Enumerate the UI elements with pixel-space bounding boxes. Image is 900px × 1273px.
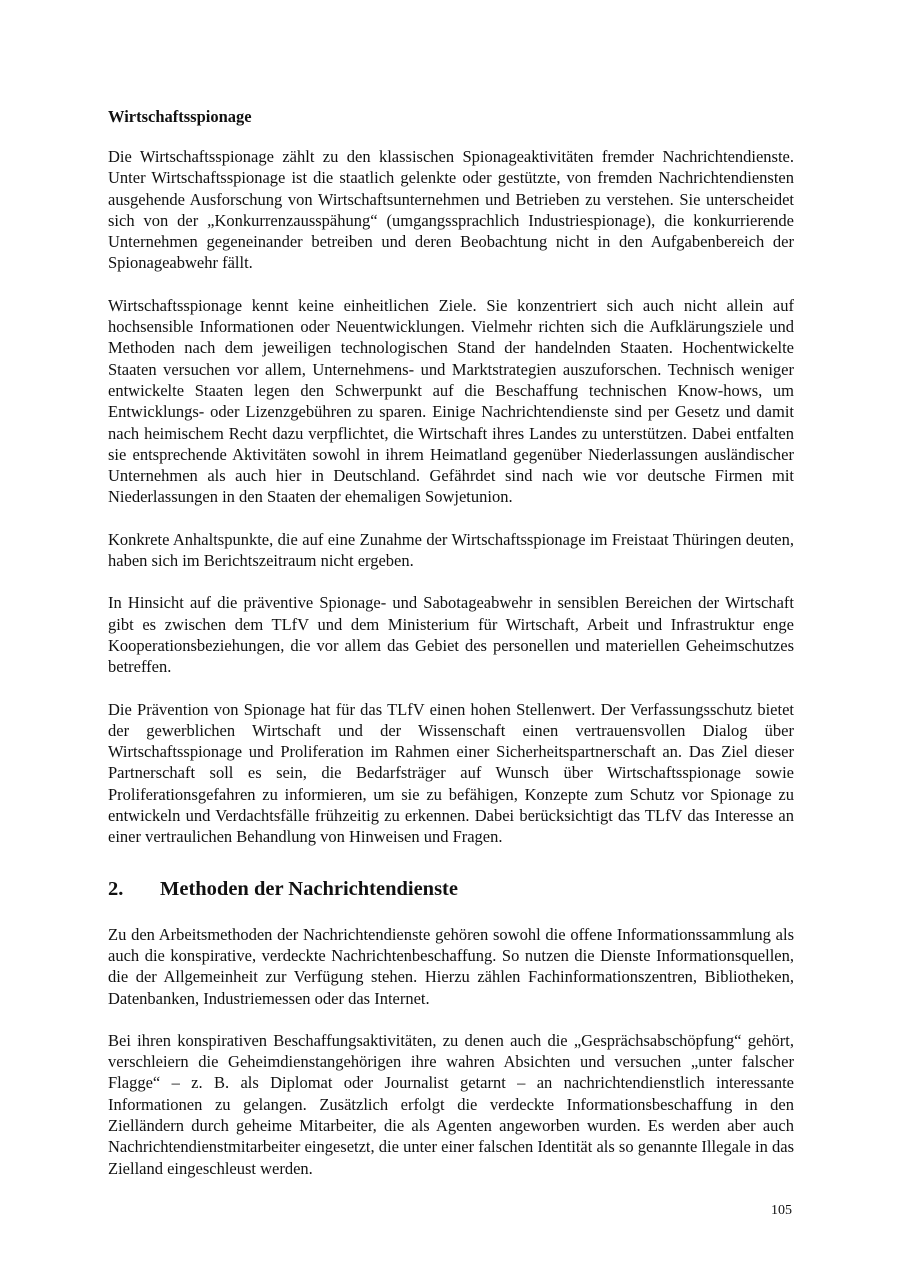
paragraph: Die Wirtschaftsspionage zählt zu den klassischen Spionageaktivitäten fremder Nachrichtendienste. Unter Wirtschaftsspionage ist die staatlich gelenkte oder gestützte, von fremden Nachrichtendiensten ausgehende Ausforschung von Wirtschaftsunternehmen und Betrieben zu verstehen. Sie unterscheidet sich von der „Konkurrenzausspähung“ (umgangssprachlich Industriespionage), die konkurrierende Unternehmen gegeneinander betreiben und deren Beobachtung nicht in den Aufgabenbereich der Spionageabwehr fällt.: [108, 147, 794, 273]
paragraph: Bei ihren konspirativen Beschaffungsaktivitäten, zu denen auch die „Gesprächsabschöpfung“ gehört, verschleiern die Geheimdienstangehörigen ihre wahren Absichten und versuchen „unter falscher Flagge“ – z. B. als Diplomat oder Journalist getarnt – an nachrichtendienstlich interessante Informationen zu gelangen. Zusätzlich erfolgt die verdeckte Informationsbeschaffung in den Zielländern durch geheime Mitarbeiter, die als Agenten angeworben wurden. Es werden aber auch Nachrichtendienstmitarbeiter eingesetzt, die unter einer falschen Identität als so genannte Illegale in das Zielland eingeschleust werden.: [108, 1030, 794, 1178]
paragraph: Konkrete Anhaltspunkte, die auf eine Zunahme der Wirtschaftsspionage im Freistaat Thüringen deuten, haben sich im Berichtszeitraum nicht ergeben.: [108, 529, 794, 571]
paragraph: Wirtschaftsspionage kennt keine einheitlichen Ziele. Sie konzentriert sich auch nicht allein auf hochsensible Informationen oder Neuentwicklungen. Vielmehr richten sich die Aufklärungsziele und Methoden nach dem jeweiligen technologischen Stand der handelnden Staaten. Hochentwickelte Staaten versuchen vor allem, Unternehmens- und Marktstrategien auszuforschen. Technisch weniger entwickelte Staaten legen den Schwerpunkt auf die Beschaffung technischen Know-hows, um Entwicklungs- oder Lizenzgebühren zu sparen. Einige Nachrichtendienste sind per Gesetz und damit nach heimischem Recht dazu verpflichtet, die Wirtschaft ihres Landes zu unterstützen. Dabei entfalten sie entsprechende Aktivitäten sowohl in ihrem Heimatland gegenüber Niederlassungen ausländischer Unternehmen als auch hier in Deutschland. Gefährdet sind nach wie vor deutsche Firmen mit Niederlassungen in den Staaten der ehemaligen Sowjetunion.: [108, 295, 794, 507]
paragraph: In Hinsicht auf die präventive Spionage- und Sabotageabwehr in sensiblen Bereichen der Wirtschaft gibt es zwischen dem TLfV und dem Ministerium für Wirtschaft, Arbeit und Infrastruktur enge Kooperationsbeziehungen, die vor allem das Gebiet des personellen und materiellen Geheimschutzes betreffen.: [108, 593, 794, 677]
section-title: Wirtschaftsspionage: [108, 107, 252, 126]
paragraph: Die Prävention von Spionage hat für das TLfV einen hohen Stellenwert. Der Verfassungsschutz bietet der gewerblichen Wirtschaft und der Wissenschaft einen vertrauensvollen Dialog über Wirtschaftsspionage und Proliferation im Rahmen einer Sicherheitspartnerschaft an. Das Ziel dieser Partnerschaft soll es sein, die Bedarfsträger auf Wunsch über Wirtschaftsspionage sowie Proliferationsgefahren zu informieren, um sie zu befähigen, Konzepte zum Schutz vor Spionage zu entwickeln und Verdachtsfälle frühzeitig zu erkennen. Dabei berücksichtigt das TLfV das Interesse an einer vertraulichen Behandlung von Hinweisen und Fragen.: [108, 699, 794, 847]
page-number: 105: [771, 1203, 792, 1218]
chapter-title: Methoden der Nachrichtendienste: [160, 877, 458, 900]
chapter-number: 2.: [108, 877, 124, 900]
chapter-heading: [108, 876, 794, 902]
document-page: [108, 106, 794, 1200]
paragraph: Zu den Arbeitsmethoden der Nachrichtendienste gehören sowohl die offene Informationssammlung als auch die konspirative, verdeckte Nachrichtenbeschaffung. So nutzen die Dienste Informationsquellen, die der Allgemeinheit zur Verfügung stehen. Hierzu zählen Fachinformationszentren, Bibliotheken, Datenbanken, Industriemessen oder das Internet.: [108, 924, 794, 1008]
